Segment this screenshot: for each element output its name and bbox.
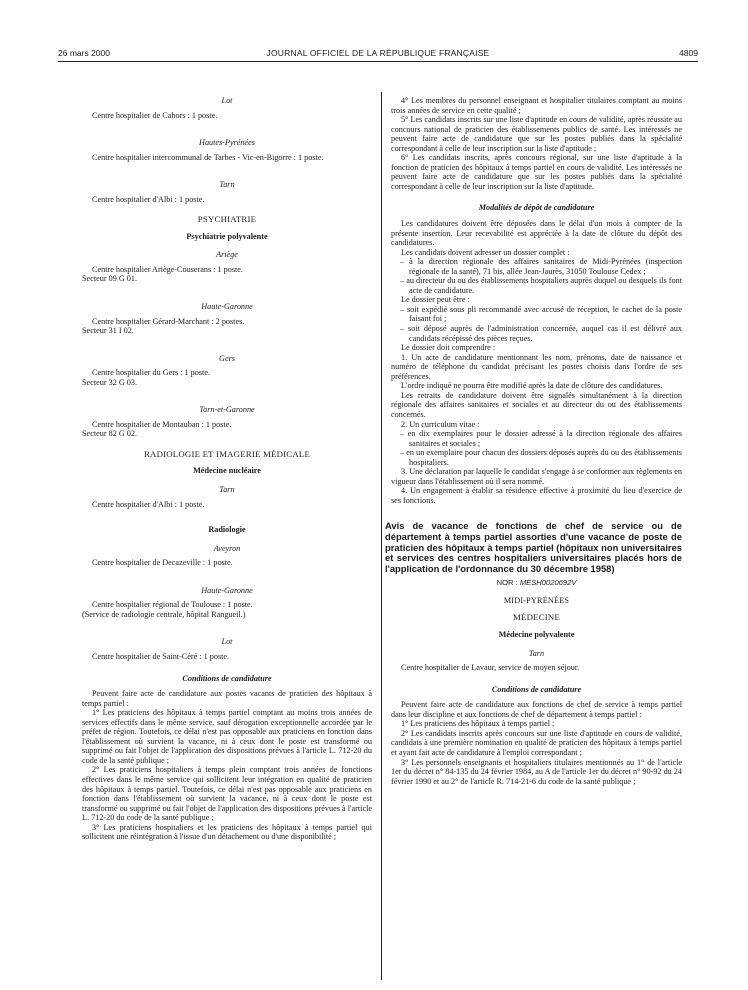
service-note: (Service de radiologie centrale, hôpital Rangueil.) <box>82 609 246 619</box>
dossier-item: 1. Un acte de candidature mentionnant les nom, prénoms, date de naissance et numéro de téléphone du candidat précisant les postes choisis dans l'ordre de ses préférences. <box>391 352 682 381</box>
column-divider <box>381 92 382 980</box>
delivery-option: – soit déposé auprès de l'administration concernée, auquel cas il est délivré aux candidats récépissé des pièces reçues. <box>400 324 682 343</box>
sector-code: Secteur 09 G 01. <box>82 274 138 284</box>
submission-text: Les candidatures doivent être déposées dans le délai d'un mois à compter de la présente insertion. Leur recevabilité est appréciée à la date de clôture du dépôt des candidatures. <box>391 219 682 248</box>
department-heading: Tarn-et-Garonne <box>199 405 255 415</box>
post-entry: Centre hospitalier Gérard-Marchant : 2 postes. <box>92 316 245 326</box>
page-number: 4809 <box>679 48 698 58</box>
journal-title: JOURNAL OFFICIEL DE LA RÉPUBLIQUE FRANÇAISE <box>266 48 490 58</box>
department-heading: Hautes-Pyrénées <box>199 138 255 148</box>
department-heading: Gers <box>219 353 235 363</box>
department-heading: Haute-Garonne <box>201 585 253 595</box>
nor-reference <box>391 578 682 588</box>
dossier-item: 3. Une déclaration par laquelle le candidat s'engage à se conformer aux règlements en vigueur dans l'établissement où il sera nommé. <box>391 467 682 486</box>
dossier-item: 2. Un curriculum vitae : <box>401 419 480 429</box>
conditions-intro: Peuvent faire acte de candidature aux postes vacants de praticien des hôpitaux à temps partiel : <box>82 689 372 708</box>
cv-copy-item: – en un exemplaire pour chacun des dossiers déposés auprès du ou des établissements hospitaliers. <box>400 448 682 467</box>
submission-text: Le dossier doit comprendre : <box>401 343 496 353</box>
cv-copy-item: – en dix exemplaires pour le dossier adressé à la direction régionale des affaires sanitaires et sociales ; <box>400 429 682 448</box>
sector-code: Secteur 82 G 02. <box>82 429 138 439</box>
submission-text: Le dossier peut être : <box>401 295 470 305</box>
post-entry: Centre hospitalier d'Albi : 1 poste. <box>92 194 205 204</box>
department-heading: Aveyron <box>213 543 241 553</box>
specialty-heading: Radiologie <box>208 525 246 535</box>
post-entry: Centre hospitalier Ariège-Couserans : 1 poste. <box>92 264 243 274</box>
page-header <box>58 48 698 62</box>
department-heading: Lot <box>221 637 233 647</box>
region-heading: MIDI-PYRÉNÉES <box>503 595 570 605</box>
sector-code: Secteur 32 G 03. <box>82 377 138 387</box>
condition-item: 5° Les candidats inscrits sur une liste d'aptitude en cours de validité, après réussite au concours national de praticien des établissements publics de santé. Les intéressés ne peuvent faire acte de candidature que sur les postes publiés dans la spécialité correspondant à celle de leur inscription sur la liste d'aptitude ; <box>391 115 682 153</box>
post-entry: Centre hospitalier de Lavaur, service de moyen séjour. <box>401 663 580 673</box>
department-heading: Tarn <box>219 180 235 190</box>
condition-item: 1° Les praticiens des hôpitaux à temps partiel ; <box>401 719 555 729</box>
department-heading: Tarn <box>528 648 545 658</box>
nor-label: NOR : <box>496 578 518 588</box>
post-entry: Centre hospitalier de Decazeville : 1 poste. <box>92 558 233 568</box>
department-heading: Ariège <box>216 250 238 260</box>
condition-item: 1° Les praticiens des hôpitaux à temps partiel comptant au moins trois années de services effectifs dans le même service, sauf dérogation exceptionnelle accordée par le préfet de région. Toutefois, ce délai n'est pas opposable aux praticiens en fonction dans l'établissement où survient la vacance, ni à ceux dont le poste est transformé ou supprimé ou fait l'objet de l'application des dispositions prévues à l'article L. 712-20 du code de la santé publique ; <box>82 708 372 765</box>
department-heading: Tarn <box>219 485 235 495</box>
condition-item: 6° Les candidats inscrits, après concours régional, sur une liste d'aptitude à la fonction de praticien des hôpitaux à temps partiel en cours de validité. Les intéressés ne peuvent faire acte de candidature que sur les postes publiés dans la spécialité correspondant à celle de leur inscription sur la liste d'aptitude. <box>391 153 682 191</box>
conditions-heading: Conditions de candidature <box>491 684 582 694</box>
submission-text: Les candidats doivent adresser un dossier complet : <box>401 247 570 257</box>
post-entry: Centre hospitalier intercommunal de Tarbes - Vic-en-Bigorre : 1 poste. <box>92 152 324 162</box>
address-item: – au directeur du ou des établissements hospitaliers auprès duquel ou desquels ils font acte de candidature. <box>400 276 682 295</box>
condition-item: 3° Les personnels enseignants et hospitaliers titulaires mentionnés au 1° de l'article 1er du décret n° 84-135 du 24 février 1984, au A de l'article 1er du décret n° 90-92 du 24 février 1990 et au 2° de l'article R. 714-21-6 du code de la santé publique ; <box>391 757 682 786</box>
specialty-heading: Psychiatrie polyvalente <box>186 231 268 241</box>
department-heading: Lot <box>221 96 233 105</box>
department-heading: Haute-Garonne <box>201 302 253 312</box>
conditions-intro: Peuvent faire acte de candidature aux fonctions de chef de service à temps partiel dans leur discipline et aux fonctions de chef de département à temps partiel : <box>391 700 682 719</box>
post-entry: Centre hospitalier d'Albi : 1 poste. <box>92 499 205 509</box>
submission-heading: Modalités de dépôt de candidature <box>478 203 595 213</box>
condition-item: 4° Les membres du personnel enseignant et hospitalier titulaires comptant au moins trois années de service en cette qualité ; <box>391 96 682 115</box>
address-item: – à la direction régionale des affaires sanitaires de Midi-Pyrénées (inspection régionale de la santé), 71 bis, allée Jean-Jaurès, 31050 Toulouse Cedex ; <box>400 257 682 276</box>
specialty-heading: Médecine nucléaire <box>193 466 261 476</box>
section-heading: RADIOLOGIE ET IMAGERIE MÉDICALE <box>143 448 311 459</box>
header-rule <box>58 61 698 62</box>
post-entry: Centre hospitalier de Cahors : 1 poste. <box>92 110 218 120</box>
conditions-heading: Conditions de candidature <box>182 673 272 683</box>
post-entry: Centre hospitalier régional de Toulouse : 1 poste. <box>92 600 253 610</box>
sector-code: Secteur 31 I 02. <box>82 326 134 336</box>
dossier-item: 4. Un engagement à établir sa résidence effective à proximité du lieu d'exercice de ses fonctions. <box>391 486 682 505</box>
specialty-heading: Médecine polyvalente <box>498 630 575 640</box>
submission-text: Les retraits de candidature doivent être signalés simultanément à la direction régionale des affaires sanitaires et sociales et au directeur du ou des établissements concernés. <box>391 390 682 419</box>
nor-code: MESH0020692V <box>519 578 577 588</box>
vacancy-notice-title: Avis de vacance de fonctions de chef de service ou de département à temps partiel assorties d'une vacance de poste de praticien des hôpitaux à temps partiel (hôpitaux non universitaires et services des centres hospitaliers universitaires placés hors de l'application de l'ordonnance du 30 décembre 1958) <box>385 520 682 574</box>
section-heading: PSYCHIATRIE <box>197 214 257 225</box>
header-date: 26 mars 2000 <box>58 48 110 58</box>
condition-item: 2° Les candidats inscrits après concours sur une liste d'aptitude en cours de validité, candidats à une première nomination en qualité de praticien des hôpitaux à temps partiel et ayant fait acte de candidature à l'emploi correspondant ; <box>391 728 682 757</box>
post-entry: Centre hospitalier de Montauban : 1 poste. <box>92 419 232 429</box>
post-entry: Centre hospitalier de Saint-Céré : 1 poste. <box>92 651 230 661</box>
condition-item: 3° Les praticiens hospitaliers et les praticiens des hôpitaux à temps partiel qui sollicitent une réintégration à l'issue d'un détachement ou d'une disponibilité ; <box>82 822 372 842</box>
section-heading: MÉDECINE <box>512 612 561 623</box>
condition-item: 2° Les praticiens hospitaliers à temps plein comptant trois années de fonctions effectives dans le même service qui sollicitent leur intégration en qualité de praticien des hôpitaux à temps partiel. Toutefois, ce délai n'est pas opposable aux praticiens en fonction dans l'établissement où survient la vacance, ni à ceux dont le poste est transformé ou supprimé ou fait l'objet de l'application des dispositions prévues à l'article L. 712-20 du code de la santé publique ; <box>82 765 372 823</box>
left-column <box>82 96 372 842</box>
delivery-option: – soit expédié sous pli recommandé avec accusé de réception, le cachet de la poste faisant foi ; <box>400 304 682 324</box>
post-entry: Centre hospitalier du Gers : 1 poste. <box>92 368 211 378</box>
submission-text: L'ordre indiqué ne pourra être modifié après la date de clôture des candidatures. <box>401 381 663 391</box>
right-column <box>385 96 682 786</box>
